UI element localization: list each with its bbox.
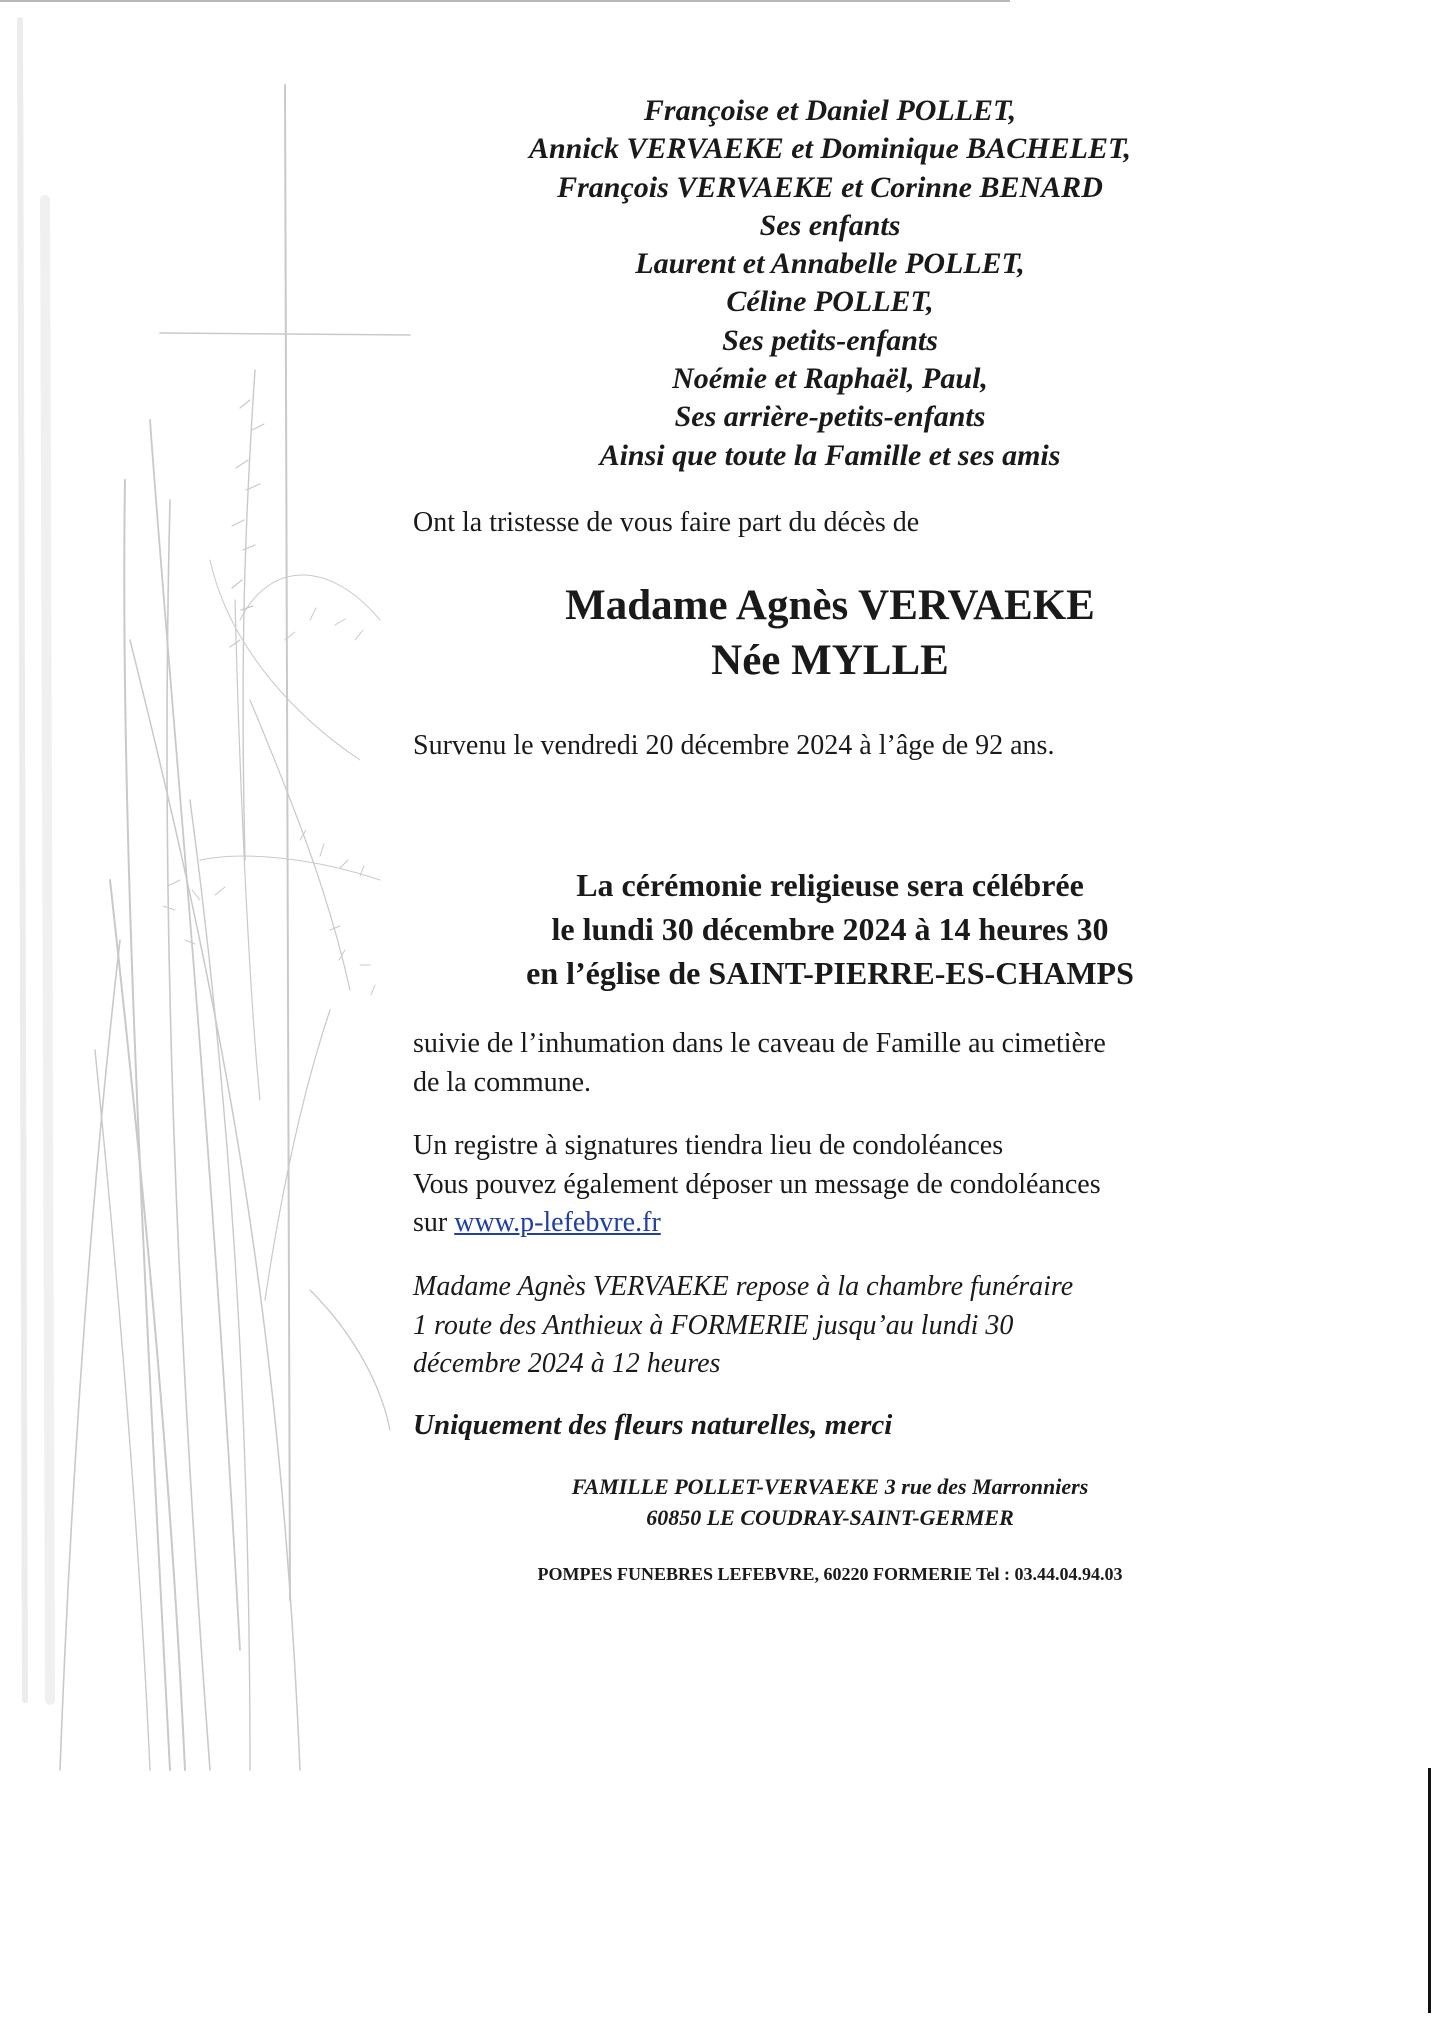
condolence-registry-paragraph xyxy=(413,1127,1273,1243)
family-line: Noémie et Raphaël, Paul, xyxy=(672,362,988,396)
cross-horizontal-line xyxy=(160,333,410,335)
family-members-list xyxy=(400,92,1260,475)
family-line: Céline POLLET, xyxy=(726,285,934,319)
funeral-home-contact: POMPES FUNEBRES LEFEBVRE, 60220 FORMERIE Tel : 03.44.04.94.03 xyxy=(537,1564,1123,1584)
family-line: Ainsi que toute la Famille et ses amis xyxy=(599,438,1061,472)
deceased-name: Madame Agnès VERVAEKE xyxy=(565,582,1095,629)
family-address-line: FAMILLE POLLET-VERVAEKE 3 rue des Marronniers xyxy=(571,1474,1089,1499)
ceremony-line: en l’église de SAINT-PIERRE-ES-CHAMPS xyxy=(526,955,1134,991)
family-line: Ses arrière-petits-enfants xyxy=(674,400,986,434)
family-line: Laurent et Annabelle POLLET, xyxy=(635,247,1025,281)
burial-paragraph xyxy=(413,1025,1273,1102)
registry-link-line xyxy=(413,1204,1273,1243)
resting-line: décembre 2024 à 12 heures xyxy=(413,1348,721,1379)
resting-place-paragraph xyxy=(413,1268,1273,1384)
family-line: Annick VERVAEKE et Dominique BACHELET, xyxy=(528,132,1132,166)
announcement-intro: Ont la tristesse de vous faire part du décès de xyxy=(413,507,920,538)
resting-line: Madame Agnès VERVAEKE repose à la chambre funéraire xyxy=(413,1271,1074,1302)
family-address-line: 60850 LE COUDRAY-SAINT-GERMER xyxy=(646,1505,1014,1530)
ceremony-line: le lundi 30 décembre 2024 à 14 heures 30 xyxy=(551,911,1109,947)
deceased-name-block xyxy=(400,578,1260,688)
family-line: François VERVAEKE et Corinne BENARD xyxy=(557,170,1103,204)
condolence-website-link[interactable]: www.p-lefebvre.fr xyxy=(454,1207,661,1238)
family-address xyxy=(400,1471,1260,1533)
death-date-line: Survenu le vendredi 20 décembre 2024 à l’âge de 92 ans. xyxy=(413,730,1055,761)
deceased-maiden-name: Née MYLLE xyxy=(711,637,949,684)
flowers-note: Uniquement des fleurs naturelles, merci xyxy=(413,1409,893,1441)
registry-line: Un registre à signatures tiendra lieu de condoléances xyxy=(413,1130,1004,1161)
family-line: Ses petits-enfants xyxy=(722,323,938,357)
ceremony-details xyxy=(400,863,1260,995)
burial-line: suivie de l’inhumation dans le caveau de Famille au cimetière xyxy=(413,1028,1106,1059)
registry-line: Vous pouvez également déposer un message de condoléances xyxy=(413,1168,1101,1200)
grass-cross-illustration xyxy=(0,0,430,1790)
family-line: Françoise et Daniel POLLET, xyxy=(643,94,1017,127)
cross-vertical-line xyxy=(285,85,290,1600)
family-line: Ses enfants xyxy=(759,208,901,242)
ceremony-line: La cérémonie religieuse sera célébrée xyxy=(576,867,1084,903)
burial-line: de la commune. xyxy=(413,1066,592,1098)
scan-right-edge xyxy=(1428,1768,1431,2013)
resting-line: 1 route des Anthieux à FORMERIE jusqu’au lundi 30 xyxy=(413,1309,1014,1341)
registry-link-prefix: sur xyxy=(413,1207,455,1238)
